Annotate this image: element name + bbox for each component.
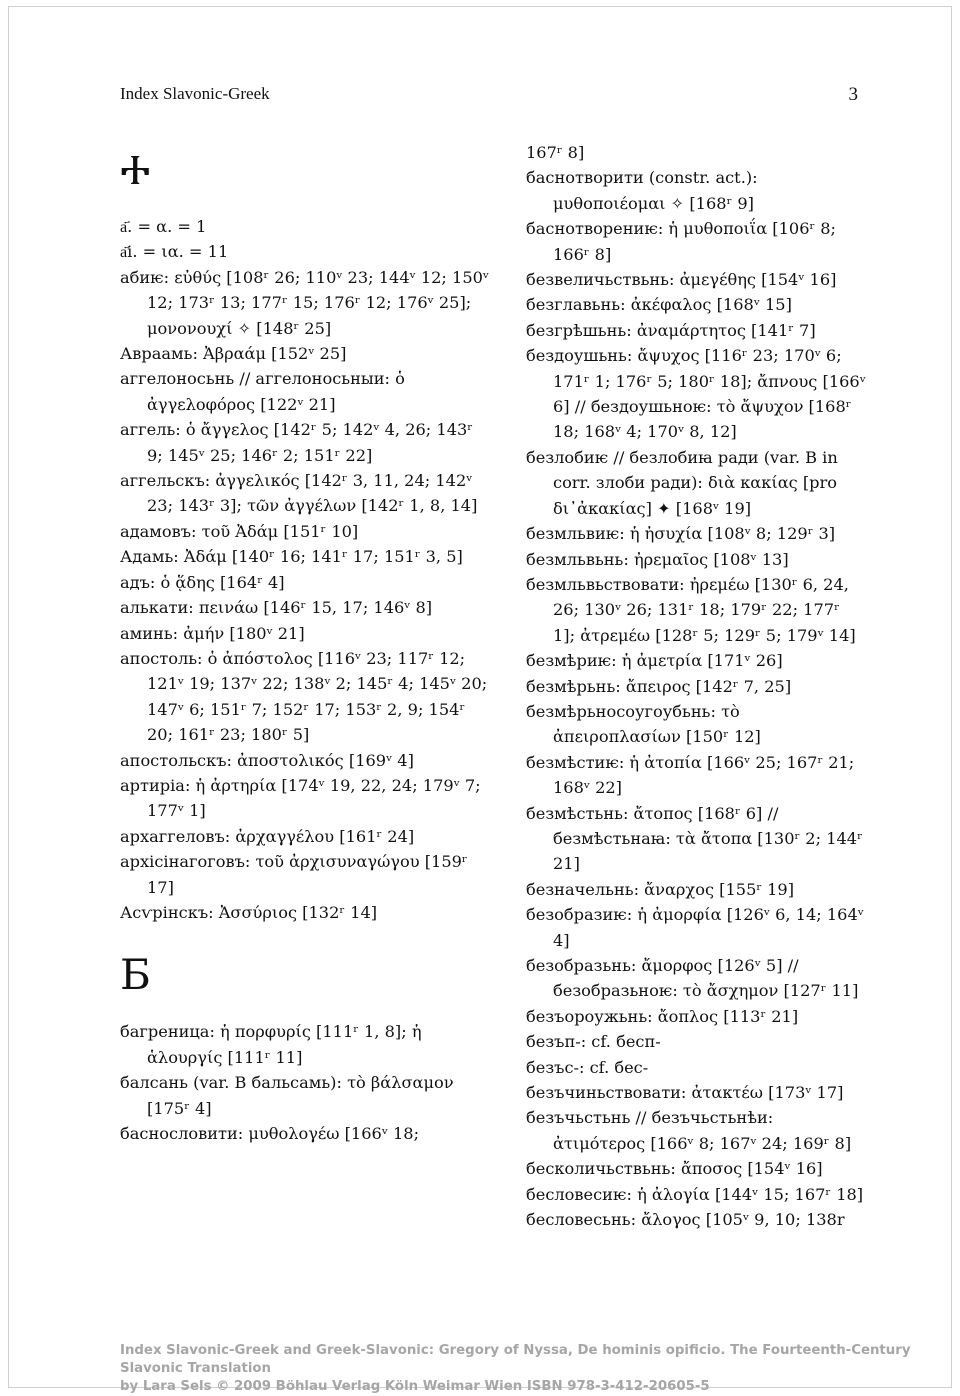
index-entry: багреница: ἡ πορφυρίς [111ʳ 1, 8]; ἡ ἁλουργίς [111ʳ 11] bbox=[120, 1022, 422, 1067]
copyright-footer bbox=[120, 1342, 940, 1396]
index-entry: архаггеловъ: ἀρχαγγέλου [161ʳ 24] bbox=[120, 826, 415, 846]
index-entry: безмѣрьносоугоубьнь: τὸ ἀπειροπλασίων [150ʳ 12] bbox=[526, 701, 761, 747]
index-entry: артиріа: ἡ ἀρτηρία [174ᵛ 19, 22, 24; 179ᵛ 7; 177ᵛ 1] bbox=[120, 775, 481, 821]
index-entry: а҃. = α. = 1 bbox=[120, 217, 207, 236]
index-entry: безобразиѥ: ἡ ἀμορφία [126ᵛ 6, 14; 164ᵛ 4] bbox=[526, 905, 864, 950]
left-column bbox=[120, 140, 490, 1146]
index-entry: адамовъ: τοῦ Ἀδάμ [151ʳ 10] bbox=[120, 521, 359, 541]
index-entry: аггель: ὁ ἄγγελος [142ʳ 5; 142ᵛ 4, 26; 143ʳ 9; 145ᵛ 25; 146ʳ 2; 151ʳ 22] bbox=[120, 420, 473, 465]
entries-a bbox=[120, 214, 490, 925]
entries-b bbox=[120, 1019, 490, 1146]
index-entry: безмѣриѥ: ἡ ἀμετρία [171ᵛ 26] bbox=[526, 651, 783, 671]
index-entry: 167ʳ 8] bbox=[526, 143, 585, 162]
index-entry: аггельскъ: ἀγγελικός [142ʳ 3, 11, 24; 142ᵛ 23; 143ʳ 3]; τῶν ἀγγέλων [142ʳ 1, 8, 14] bbox=[120, 471, 478, 516]
footer-line-1: Index Slavonic-Greek and Greek-Slavonic: Gregory of Nyssa, De hominis opificio. The Fourteenth-Century Slavonic Translation bbox=[120, 1343, 911, 1376]
index-entry: баснотворениѥ: ἡ μυθοποιΐα [106ʳ 8; 166ʳ 8] bbox=[526, 219, 837, 264]
index-entry: безмльвьствовати: ἠρεμέω [130ʳ 6, 24, 26; 130ᵛ 26; 131ʳ 18; 179ʳ 22; 177ʳ 1]; ἀτρεμέω [128ʳ 5; 129ʳ 5; 179ᵛ 14] bbox=[526, 574, 856, 645]
index-entry: апостоль: ὁ ἀπόστολος [116ᵛ 23; 117ʳ 12; 121ᵛ 19; 137ᵛ 22; 138ᵛ 2; 145ʳ 4; 145ᵛ 20; 147ᵛ 6; 151ʳ 7; 152ʳ 17; 153ʳ 2, 9; 154ʳ 20; 161ʳ 23; 180ʳ 5] bbox=[120, 648, 488, 745]
page-number: 3 bbox=[848, 84, 858, 105]
index-entry: безъс-: cf. бес- bbox=[526, 1057, 649, 1077]
index-entry: Асѵрінскъ: Ἀσσύριος [132ʳ 14] bbox=[120, 902, 378, 922]
entries-right bbox=[526, 140, 866, 1232]
index-entry: бесловесиѥ: ἡ ἀλογία [144ᵛ 15; 167ʳ 18] bbox=[526, 1184, 864, 1204]
index-entry: безъчьстьнь // безъчьстьнѣи: ἀτιμότερος [166ᵛ 8; 167ᵛ 24; 169ʳ 8] bbox=[526, 1108, 852, 1153]
index-entry: баснословити: μυθολογέω [166ᵛ 18; bbox=[120, 1124, 420, 1143]
index-entry: безгрѣшьнь: ἀναμάρτητος [141ʳ 7] bbox=[526, 320, 816, 340]
index-entry: алькати: πεινάω [146ʳ 15, 17; 146ᵛ 8] bbox=[120, 598, 433, 618]
index-entry: бесколичьствьнь: ἄποσος [154ᵛ 16] bbox=[526, 1159, 823, 1179]
index-entry: безглавьнь: ἀκέφαλος [168ᵛ 15] bbox=[526, 295, 792, 315]
running-head bbox=[120, 84, 858, 108]
footer-line-2: by Lara Sels © 2009 Böhlau Verlag Köln Weimar Wien ISBN 978-3-412-20605-5 bbox=[120, 1379, 710, 1394]
index-entry: бездоушьнь: ἄψυχος [116ʳ 23; 170ᵛ 6; 171ʳ 1; 176ʳ 5; 180ʳ 18]; ἄπνους [166ᵛ 6] // бездоушьноѥ: τὸ ἄψυχον [168ʳ 18; 168ᵛ 4; 170ᵛ 8, 12] bbox=[526, 346, 866, 442]
index-entry: аггелоносьнь // аггелоносьныи: ὁ ἀγγελοφόρος [122ᵛ 21] bbox=[120, 369, 405, 414]
index-entry: Адамь: Ἀδάμ [140ʳ 16; 141ʳ 17; 151ʳ 3, 5] bbox=[120, 547, 463, 567]
index-entry: адъ: ὁ ᾅδης [164ʳ 4] bbox=[120, 572, 285, 592]
index-entry: балсань (var. В бальсамь): τὸ βάλσαμον [175ʳ 4] bbox=[120, 1073, 454, 1118]
index-entry: архісінагоговъ: τοῦ ἀρχισυναγώγου [159ʳ 17] bbox=[120, 852, 468, 897]
index-entry: безмѣстиѥ: ἡ ἀτοπία [166ᵛ 25; 167ʳ 21; 168ᵛ 22] bbox=[526, 752, 855, 798]
index-entry: абиѥ: εὐθύς [108ʳ 26; 110ᵛ 23; 144ᵛ 12; 150ᵛ 12; 173ʳ 13; 177ʳ 15; 176ʳ 12; 176ᵛ 25]; μονονουχί ✧ [148ʳ 25] bbox=[120, 267, 489, 338]
running-head-title: Index Slavonic-Greek bbox=[120, 84, 270, 103]
right-column bbox=[526, 140, 866, 1232]
index-entry: безобразьнь: ἄμορφος [126ᵛ 5] // безобразьноѥ: τὸ ἄσχημον [127ʳ 11] bbox=[526, 956, 859, 1001]
section-letter-a: Ⰰ bbox=[120, 145, 151, 194]
index-entry: безвеличьствьнь: ἀμεγέθης [154ᵛ 16] bbox=[526, 270, 837, 290]
index-entry: а҃і. = ια. = 11 bbox=[120, 242, 229, 262]
index-entry: безлобиѥ // безлобиꙗ ради (var. В in corr. злоби ради): διὰ κακίας [pro δι᾽ἀκακίας] ✦ [168ᵛ 19] bbox=[526, 447, 838, 518]
index-entry: баснотворити (constr. act.): μυθοποιέομαι ✧ [168ʳ 9] bbox=[526, 168, 758, 213]
index-entry: безмльвьнь: ἠρεμαῖος [108ᵛ 13] bbox=[526, 549, 789, 569]
index-entry: безъчиньствовати: ἀτακτέω [173ᵛ 17] bbox=[526, 1083, 844, 1103]
index-entry: безъп-: cf. бесп- bbox=[526, 1032, 661, 1052]
index-entry: Авраамь: Ἀβραάμ [152ᵛ 25] bbox=[120, 344, 347, 364]
section-letter-b: Б bbox=[120, 950, 151, 1000]
index-entry: безначельнь: ἄναρχος [155ʳ 19] bbox=[526, 879, 795, 899]
index-entry: безмльвиѥ: ἡ ἡσυχία [108ᵛ 8; 129ʳ 3] bbox=[526, 524, 836, 544]
index-entry: аминь: ἀμήν [180ᵛ 21] bbox=[120, 623, 305, 643]
index-entry: безъороужьнь: ἄοπλος [113ʳ 21] bbox=[526, 1006, 799, 1026]
index-entry: безмѣрьнь: ἄπειρος [142ʳ 7, 25] bbox=[526, 676, 792, 696]
index-entry: бесловесьнь: ἄλογος [105ᵛ 9, 10; 138r bbox=[526, 1210, 845, 1230]
index-entry: апостольскъ: ἀποστολικός [169ᵛ 4] bbox=[120, 750, 414, 770]
index-entry: безмѣстьнь: ἄτοπος [168ʳ 6] // безмѣстьнаꙗ: τὰ ἄτοπα [130ʳ 2; 144ʳ 21] bbox=[526, 803, 863, 874]
